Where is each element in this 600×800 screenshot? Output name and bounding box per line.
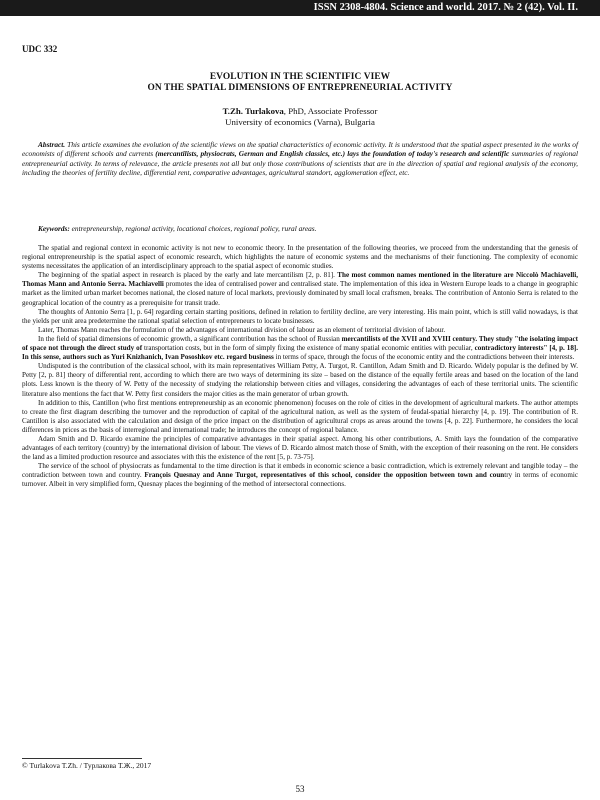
body-paragraph-5	[22, 335, 578, 362]
p9-text-bold: François Quesnay and Anne Turgot, representatives of this school, consider the opposition between town and coun	[144, 471, 505, 480]
keywords-text: entrepreneurship, regional activity, locational choices, regional policy, rural areas.	[69, 224, 317, 233]
body-paragraph-8: Adam Smith and D. Ricardo examine the principles of comparative advantages in their spatial aspect. Among his other contributions, A. Smith lays the foundation of the comparative advantages of each territory (country) by the international division of labour. The views of D. Ricardo almost match those of Smith, with the exception of their reasoning on the rent. He considers the land as a limited production resource and associates with this the existence of the rent [5, p. 73-75].	[22, 434, 578, 462]
page-number: 53	[295, 784, 305, 794]
p5-text-c: transportation costs, but in the form of simply fixing the existence of many spatial economic entities with peculiar,	[142, 344, 475, 353]
p9-text-a: The service of the school of physiocrats as fundamental to the time direction is that it embeds in economic science a basic contradiction, which is extremely relevant and tangible today – the contradiction between town and country.	[22, 462, 578, 480]
p5-text-bold-2: contradictory interests" [4, p. 18]. In this sense, authors such as Yuri Knizhanich, Ivan Pososhkov etc. regard business	[22, 344, 579, 362]
body-paragraph-7: In addition to this, Cantillon (who first mentions entrepreneurship as an economic phenomenon) focuses on the role of cities in the development of agricultural markets. The author attempts to create the first diagram describing the turnover and the reproduction of capital of the agricultural nation, as well as the system of feudal-spatial hierarchy [4, p. 19]. The contribution of R. Cantillon is also associated with the calculation and design of the price impact on the distribution of agricultural crops as areas around the towns [4, p. 22]. Furthermore, he considers the local differences in prices as the basis of interregional and international trade; he introduces the concept of regional balance.	[22, 398, 578, 434]
body-paragraph-3: The thoughts of Antonio Serra [1, p. 64] regarding certain starting positions, defined in relation to fertility decline, are very interesting. His main point, which is still valid nowadays, is that the yields per unit area predetermine the rational spatial selection of entrepreneurs to locate businesses.	[22, 307, 578, 325]
abstract	[22, 140, 578, 177]
journal-header: ISSN 2308-4804. Science and world. 2017. № 2 (42). Vol. II.	[0, 0, 600, 16]
keywords	[22, 224, 578, 233]
copyright-footnote: © Turlakova T.Zh. / Турлакова Т.Ж., 2017	[22, 761, 152, 770]
body-paragraph-1: The spatial and regional context in economic activity is not new to economic theory. In the presentation of the following theories, we proceed from the understanding that the genesis of regional entrepreneurship is the spatial aspect of economic research, which highlights the nature of economic systems and the mechanisms of their functioning. The complexity of economic systems necessitates the application of an interdisciplinary approach to the spatial aspect of economic studies.	[22, 244, 578, 271]
abstract-text-b: summaries of regional entrepreneurial activity. In terms of relevance, the article presents not all but only those contributions of scientists that are in the direction of spatial and regional analysis of the economy, including the theories of fertility decline, differential rent, comparative advantages, agricultural standort, agglomeration effect, etc.	[22, 149, 578, 177]
p5-text-e: in terms of space, through the focus of the economic entity and the contradictions between their interests.	[273, 353, 575, 362]
udc-code: UDC 332	[22, 44, 58, 54]
p5-text-bold-1: mercantilists of the XVII and XVIII century. They study "the isolating impact of space not through the direct study of	[22, 334, 579, 353]
abstract-text-a: This article examines the evolution of the scientific views on the spatial characteristics of economic activity. It is understood that the spatial aspect presented in the works of economists of different schools and currents	[22, 140, 578, 159]
abstract-text-bold: (mercantilists, physiocrats, German and English classics, etc.) lays the foundation of today's research and scientific	[155, 149, 510, 159]
author-line	[0, 106, 600, 116]
abstract-label: Abstract.	[38, 140, 66, 149]
article-title-line-2: ON THE SPATIAL DIMENSIONS OF ENTREPRENEURIAL ACTIVITY	[147, 83, 453, 93]
author-degree: , PhD, Associate Professor	[283, 106, 378, 116]
p9-text-c: try in terms of economic turnover. Albeit in very simplified form, Quesnay places the beginning of the method of intersectoral connections.	[22, 471, 578, 489]
p2-text-c: promotes the idea of centralised power and centralised state. The implementation of this idea in Western Europe leads to a change in geographic market as the limited urban market becomes national, the closed nature of local markets, previously dominated by small local craftsmen, breaks. The contribution of Antonio Serra is related to the geographical location of the country as a prerequisite for transit trade.	[22, 280, 578, 307]
p2-text-a: The beginning of the spatial aspect in research is placed by the early and late mercantilism [2, p. 81].	[38, 271, 338, 280]
body-paragraph-4: Later, Thomas Mann reaches the formulation of the advantages of international division of labour as an element of territorial division of labour.	[38, 325, 446, 334]
article-body	[22, 244, 578, 490]
keywords-label: Keywords:	[38, 224, 70, 233]
p5-text-a: In the field of spatial dimensions of economic growth, a significant contribution has the school of Russian	[38, 334, 342, 343]
body-paragraph-9	[22, 462, 578, 489]
author-name: T.Zh. Turlakova	[222, 106, 284, 116]
author-affiliation: University of economics (Varna), Bulgaria	[225, 117, 375, 127]
article-title-line-1: EVOLUTION IN THE SCIENTIFIC VIEW	[209, 72, 391, 82]
footnote-divider	[22, 758, 142, 759]
p2-text-bold: The most common names mentioned in the literature are Niccolò Machiavelli, Thomas Mann and Antonio Serra. Machiavelli	[22, 271, 579, 289]
body-paragraph-2	[22, 271, 578, 307]
body-paragraph-6: Undisputed is the contribution of the classical school, with its main representatives William Petty, A. Turgot, R. Cantillon, Adam Smith and D. Ricardo. Widely popular is the defined by W. Petty [2, p. 81] theory of differential rent, according to which there are two ways of determining its size – based on the distance of the equally fertile areas and based on the location of the land plots. Less known is the theory of W. Petty of the necessity of studying the relationship between cities and villages, considering the advantages of each of these territorial units. The scientific literature also mentions the fact that W. Petty first considers the major cities as the main generator of urban growth.	[22, 362, 578, 398]
